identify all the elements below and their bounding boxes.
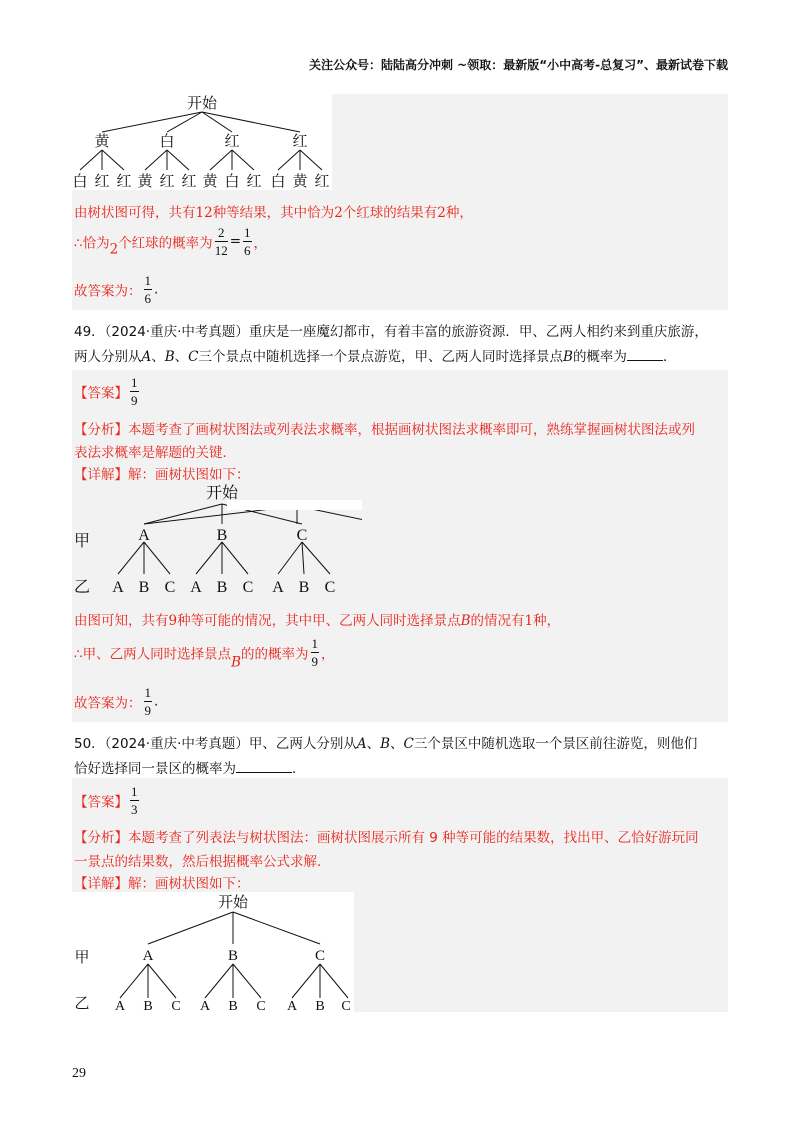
q50-stem-line2: 恰好选择同一景区的概率为 ． xyxy=(74,761,306,777)
fraction: $\frac{1}{9}$ xyxy=(311,636,319,669)
tree-leaf: A xyxy=(199,999,211,1012)
q49-tree-diagram xyxy=(72,482,362,600)
tree-node: 黄 xyxy=(94,134,110,150)
tree-leaf: B xyxy=(298,579,310,596)
tree-leaf: 黄 xyxy=(292,174,308,190)
fraction: $\frac{1}{9}$ xyxy=(144,685,151,718)
q49-stem-line2: 两人分别从A、B、C三个景点中随机选择一个景点游览，甲、乙两人同时选择景点B的概率为 ． xyxy=(74,349,677,365)
tree-leaf: 白 xyxy=(270,174,286,190)
tree-node: A xyxy=(142,948,154,964)
q49-probability-line: ∴甲、乙两人同时选择景点B的的概率为 $\frac{1}{9}$ ， xyxy=(74,636,335,671)
page-number: 29 xyxy=(72,1066,86,1081)
fraction: $\frac{1}{9}$ xyxy=(131,375,138,408)
q49-analysis-line2: 表法求概率是解题的关键． xyxy=(74,445,236,461)
tree-leaf: C xyxy=(324,579,336,596)
tree-leaf: B xyxy=(228,999,238,1012)
prev-probability-line: ∴恰为2个红球的概率为 $\frac{2}{12}$ = $\frac{1}{6}$ ， xyxy=(74,225,267,258)
tree-node: C xyxy=(314,948,326,964)
tree-leaf: 红 xyxy=(314,174,330,190)
q50-analysis-line2: 一景点的结果数，然后根据概率公式求解． xyxy=(74,854,331,870)
q49-analysis-line1: 【分析】本题考查了画树状图法或列表法求概率，根据画树状图法求概率即可，熟练掌握画树状图法或列 xyxy=(74,422,695,438)
tree-node: B xyxy=(227,948,239,964)
tree-leaf: 白 xyxy=(72,174,88,190)
tree-node: 红 xyxy=(224,134,240,150)
tree-leaf: 红 xyxy=(159,174,175,190)
tree-leaf: 黄 xyxy=(202,174,218,190)
tree-root: 开始 xyxy=(217,895,249,911)
tree-root: 开始 xyxy=(205,485,239,502)
q49-answer: 【答案】 $\frac{1}{9}$ xyxy=(74,375,138,408)
tree-leaf: A xyxy=(112,579,124,596)
tree-node: A xyxy=(138,527,150,544)
tree-node: 白 xyxy=(159,134,175,150)
q50-detail: 【详解】解：画树状图如下： xyxy=(74,876,250,892)
tree-leaf: 红 xyxy=(116,174,132,190)
prev-answer-line: 故答案为： $\frac{1}{6}$ . xyxy=(74,273,159,306)
tree-leaf: A xyxy=(286,999,298,1012)
prev-tree-diagram xyxy=(72,94,332,190)
tree-leaf: B xyxy=(216,579,228,596)
q49-result-line: 由图可知，共有9种等可能的情况，其中甲、乙两人同时选择景点B的情况有1种， xyxy=(74,613,561,629)
q50-answer: 【答案】 $\frac{1}{3}$ xyxy=(74,784,138,817)
fraction: $\frac{1}{6}$ xyxy=(144,273,151,306)
page-header: 关注公众号：陆陆高分冲刺 ~领取：最新版“小中高考-总复习”、最新试卷下载 xyxy=(309,58,728,72)
tree-leaf: B xyxy=(143,999,153,1012)
tree-leaf: C xyxy=(256,999,266,1012)
tree-node: B xyxy=(216,527,228,544)
tree-row-label: 乙 xyxy=(74,996,90,1012)
tree-leaf: A xyxy=(114,999,126,1012)
tree-leaf: 红 xyxy=(181,174,197,190)
tree-row-label: 乙 xyxy=(73,579,91,596)
tree-node: 红 xyxy=(292,134,308,150)
q49-stem-line1: 49．（2024·重庆·中考真题）重庆是一座魔幻都市，有着丰富的旅游资源．甲、乙两人相约来到重庆旅游， xyxy=(74,324,708,340)
tree-node: C xyxy=(296,527,308,544)
fraction: $\frac{1}{6}$ xyxy=(244,225,251,258)
q49-detail: 【详解】解：画树状图如下： xyxy=(74,467,250,483)
tree-leaf: 白 xyxy=(224,174,240,190)
fraction: $\frac{2}{12}$ xyxy=(214,225,228,258)
tree-root: 开始 xyxy=(186,96,218,112)
q50-analysis-line1: 【分析】本题考查了列表法与树状图法：画树状图展示所有 9 种等可能的结果数，找出甲、乙恰好游玩同 xyxy=(74,830,699,846)
tree-leaf: B xyxy=(315,999,325,1012)
q50-stem-line1: 50．（2024·重庆·中考真题）甲、乙两人分别从A、B、C三个景区中随机选取一个景区前往游览，则他们 xyxy=(74,736,698,752)
prev-result-line: 由树状图可得，共有12种等结果，其中恰为2个红球的结果有2种， xyxy=(74,205,473,221)
tree-leaf: A xyxy=(190,579,202,596)
tree-leaf: B xyxy=(138,579,150,596)
tree-leaf: 红 xyxy=(94,174,110,190)
tree-leaf: 红 xyxy=(246,174,262,190)
tree-row-label: 甲 xyxy=(73,533,91,550)
tree-row-label: 甲 xyxy=(74,950,90,966)
q50-tree-diagram xyxy=(72,892,354,1012)
tree-leaf: 黄 xyxy=(137,174,153,190)
tree-leaf: C xyxy=(164,579,176,596)
tree-leaf: C xyxy=(242,579,254,596)
tree-leaf: C xyxy=(341,999,351,1012)
q49-final-answer: 故答案为： $\frac{1}{9}$ . xyxy=(74,685,159,718)
tree-leaf: C xyxy=(171,999,181,1012)
tree-leaf: A xyxy=(272,579,284,596)
fraction: $\frac{1}{3}$ xyxy=(131,784,138,817)
